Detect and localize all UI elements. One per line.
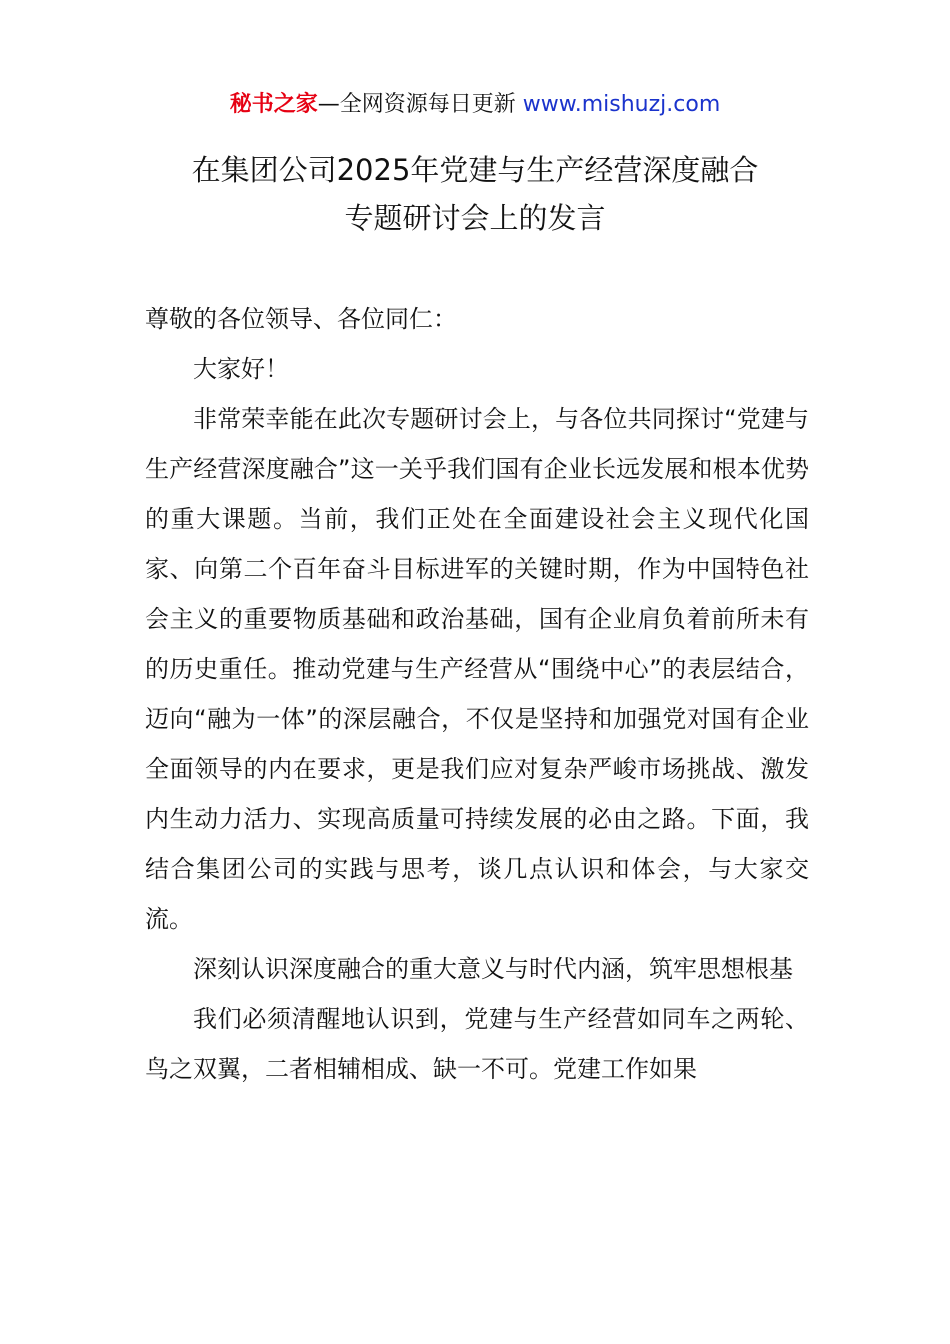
paragraph-intro: 非常荣幸能在此次专题研讨会上，与各位共同探讨“党建与生产经营深度融合”这一关乎我们国有企业长远发展和根本优势的重大课题。当前，我们正处在全面建设社会主义现代化国家、向第二个百年奋斗目标进军的关键时期，作为中国特色社会主义的重要物质基础和政治基础，国有企业肩负着前所未有的历史重任。推动党建与生产经营从“围绕中心”的表层结合，迈向“融为一体”的深层融合，不仅是坚持和加强党对国有企业全面领导的内在要求，更是我们应对复杂严峻市场挑战、激发内生动力活力、实现高质量可持续发展的必由之路。下面，我结合集团公司的实践与思考，谈几点认识和体会，与大家交流。	[145, 405, 809, 933]
site-brand: 秘书之家	[229, 92, 318, 117]
section-heading: 深刻认识深度融合的重大意义与时代内涵，筑牢思想根基	[193, 955, 793, 983]
paragraph-section-1: 我们必须清醒地认识到，党建与生产经营如同车之两轮、鸟之双翼，二者相辅相成、缺一不可。党建工作如果	[145, 1005, 809, 1083]
site-tagline: —全网资源每日更新	[317, 92, 523, 117]
document-title	[0, 146, 950, 242]
title-line-1: 在集团公司2025年党建与生产经营深度融合	[191, 153, 759, 187]
greeting: 大家好！	[193, 355, 289, 383]
title-line-2: 专题研讨会上的发言	[344, 201, 606, 235]
site-header	[0, 88, 950, 122]
site-url-link[interactable]: www.mishuzj.com	[522, 92, 721, 117]
document-body	[145, 294, 809, 1094]
salutation: 尊敬的各位领导、各位同仁：	[145, 305, 457, 333]
